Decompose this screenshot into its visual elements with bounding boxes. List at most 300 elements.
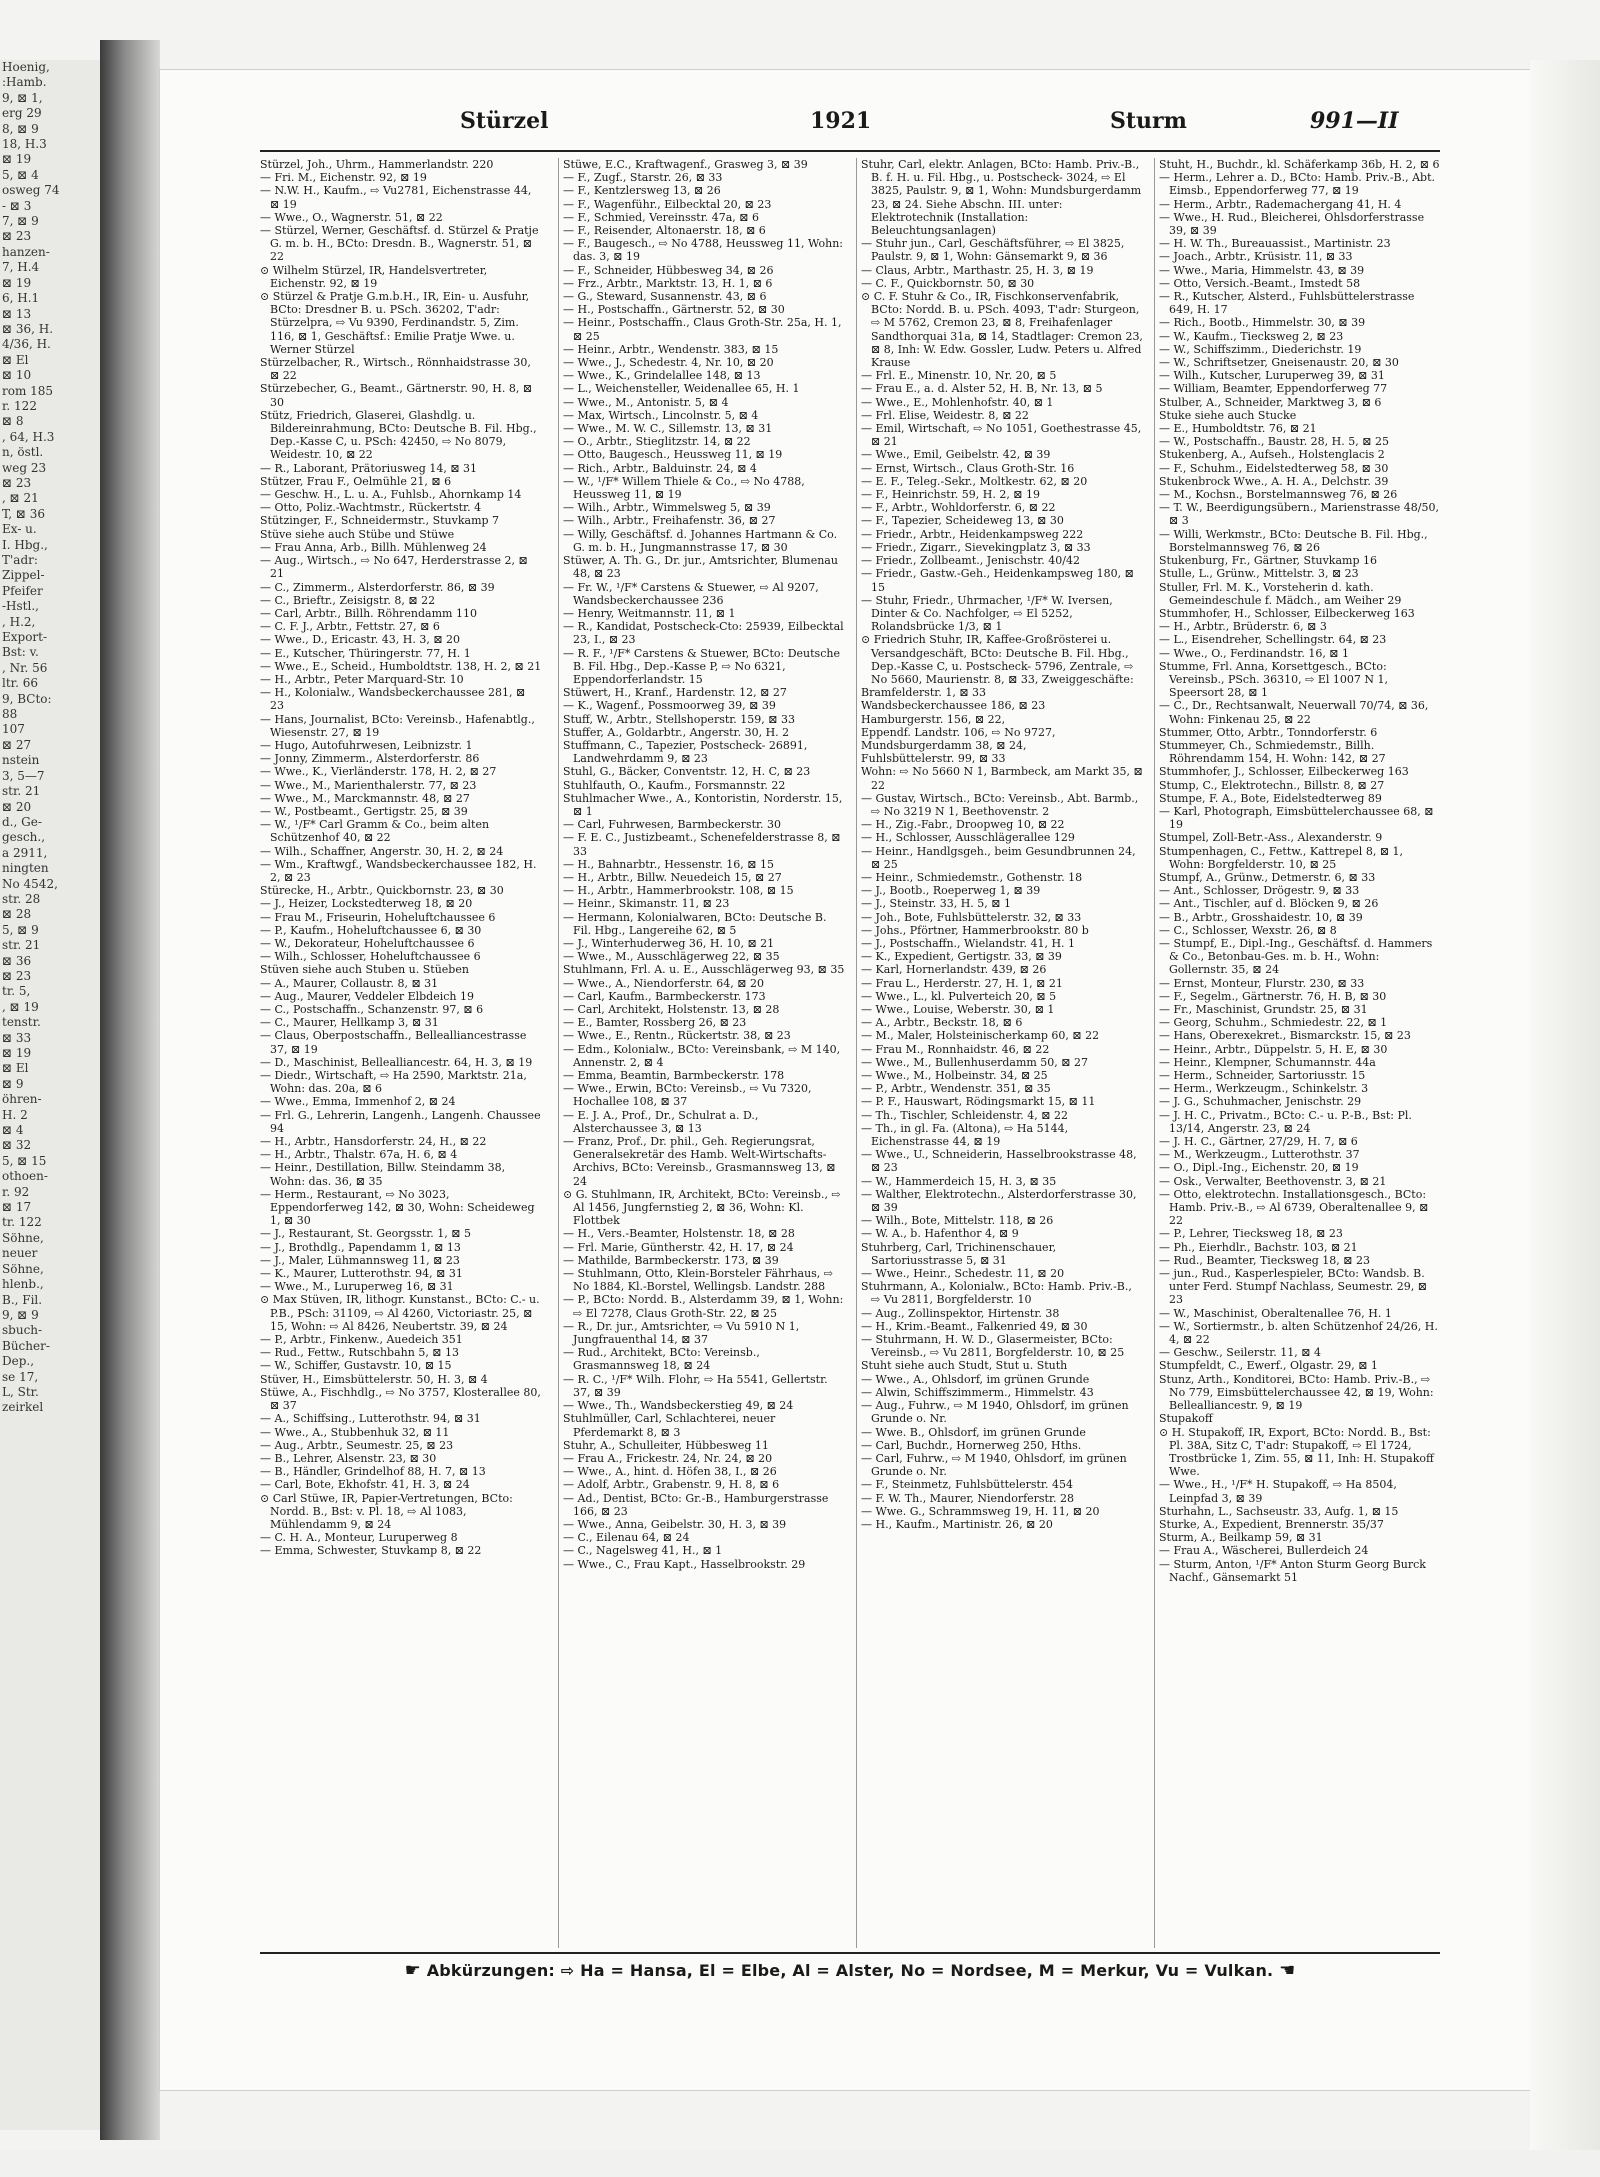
directory-entry: — F., Wagenführ., Eilbecktal 20, ⊠ 23: [563, 197, 772, 211]
directory-entry: Stürecke, H., Arbtr., Quickbornstr. 23, ⊠ 30: [260, 884, 504, 898]
directory-entry: — W., Postbeamt., Gertigstr. 25, ⊠ 39: [260, 804, 468, 818]
bottom-page-edge: [0, 2150, 1600, 2177]
directory-entry: — Stumpf, E., Dipl.-Ing., Geschäftsf. d. Hammers & Co., Betonbau-Ges. m. b. H., Wohn: Gollernstr. 35, ⊠ 24: [1159, 936, 1433, 977]
directory-entry: — C., Maurer, Hellkamp 3, ⊠ 31: [260, 1016, 439, 1030]
directory-entry: — Emma, Schwester, Stuvkamp 8, ⊠ 22: [260, 1544, 482, 1558]
directory-entry: — Wwe., Anna, Geibelstr. 30, H. 3, ⊠ 39: [563, 1517, 787, 1531]
prev-page-fragment: str. 21: [2, 938, 41, 953]
directory-entry: — Wwe., A., Ohlsdorf, im grünen Grunde: [861, 1372, 1090, 1386]
page-header: [160, 108, 1530, 148]
directory-entry: — J., Heizer, Lockstedterweg 18, ⊠ 20: [260, 897, 473, 911]
prev-page-fragment: ningten: [2, 861, 49, 876]
column-2: [558, 158, 845, 1948]
directory-entry: — J. H. C., Privatm., BCto: C.- u. P.-B., Bst: Pl. 13/14, Angerstr. 23, ⊠ 24: [1159, 1108, 1412, 1135]
prev-page-fragment: 5, ⊠ 4: [2, 167, 39, 182]
directory-entry: Stumpfeldt, C., Ewerf., Olgastr. 29, ⊠ 1: [1159, 1359, 1378, 1373]
directory-entry: — M., Kochsn., Borstelmannsweg 76, ⊠ 26: [1159, 488, 1398, 502]
directory-entry: — Friedr., Zigarr., Sievekingplatz 3, ⊠ 33: [861, 540, 1091, 554]
directory-columns: [260, 158, 1440, 1948]
directory-entry: Stuht, H., Buchdr., kl. Schäferkamp 36b, H. 2, ⊠ 6: [1159, 158, 1440, 171]
prev-page-fragment: 5, ⊠ 9: [2, 922, 39, 937]
directory-entry: — E., Humboldtstr. 76, ⊠ 21: [1159, 422, 1317, 436]
directory-entry: Fuhlsbüttelerstr. 99, ⊠ 33: [861, 752, 1006, 766]
directory-entry: — Geschw. H., L. u. A., Fuhlsb., Ahornkamp 14: [260, 488, 522, 502]
directory-entry: Stuhlmacher Wwe., A., Kontoristin, Norderstr. 15, ⊠ 1: [563, 791, 843, 818]
directory-entry: — Wwe., M., Antonistr. 5, ⊠ 4: [563, 395, 729, 409]
directory-entry: Stürzelbacher, R., Wirtsch., Rönnhaidstrasse 30, ⊠ 22: [260, 356, 531, 383]
prev-page-fragment: ⊠ El: [2, 352, 29, 367]
pointing-hand-icon: ☛: [404, 1960, 421, 1981]
directory-entry: — Stürzel, Werner, Geschäftsf. d. Stürzel & Pratje G. m. b. H., BCto: Dresdn. B., Wagnerstr. 51, ⊠ 22: [260, 224, 539, 264]
prev-page-fragment: neuer: [2, 1246, 38, 1261]
directory-entry: Stulber, A., Schneider, Marktweg 3, ⊠ 6: [1159, 395, 1382, 409]
directory-entry: — Wwe., M. W. C., Sillemstr. 13, ⊠ 31: [563, 422, 773, 436]
directory-entry: Wohn: ⇨ No 5660 N 1, Barmbeck, am Markt 35, ⊠ 22: [861, 765, 1143, 792]
prev-page-fragment: Pfeifer: [2, 583, 43, 598]
directory-entry: — Alwin, Schiffszimmerm., Himmelstr. 43: [861, 1385, 1094, 1399]
prev-page-fragment: erg 29: [2, 106, 42, 121]
prev-page-fragment: ⊠ 36: [2, 953, 32, 968]
directory-entry: — Carl, Bote, Ekhofstr. 41, H. 3, ⊠ 24: [260, 1478, 470, 1492]
directory-entry: — Stuhlmann, Otto, Klein-Borsteler Fährhaus, ⇨ No 1884, Kl.-Borstel, Wellingsb. Landstr. 288: [563, 1267, 834, 1294]
directory-entry: — Herm., Werkzeugm., Schinkelstr. 3: [1159, 1082, 1369, 1096]
directory-entry: Mundsburgerdamm 38, ⊠ 24,: [861, 738, 1027, 752]
directory-entry: — N.W. H., Kaufm., ⇨ Vu2781, Eichenstrasse 44, ⊠ 19: [260, 184, 532, 211]
directory-entry: Stuht siehe auch Studt, Stut u. Stuth: [861, 1359, 1068, 1373]
prev-page-fragment: ⊠ 23: [2, 968, 32, 983]
directory-entry: — Wwe., A., hint. d. Höfen 38, I., ⊠ 26: [563, 1465, 777, 1479]
directory-entry: — F., Tapezier, Scheideweg 13, ⊠ 30: [861, 514, 1064, 528]
directory-entry: — Joh., Bote, Fuhlsbüttelerstr. 32, ⊠ 33: [861, 910, 1082, 924]
prev-page-fragment: ⊠ 13: [2, 306, 32, 321]
directory-entry: — P., BCto: Nordd. B., Alsterdamm 39, ⊠ 1, Wohn: ⇨ El 7278, Claus Groth-Str. 22, ⊠ 25: [563, 1293, 844, 1320]
prev-page-fragment: 3, 5—7: [2, 768, 45, 783]
prev-page-fragment: , ⊠ 21: [2, 491, 39, 506]
prev-page-fragment: 107: [2, 722, 25, 737]
directory-entry: — Wwe., K., Vierländerstr. 178, H. 2, ⊠ 27: [260, 765, 497, 779]
directory-entry: — Rich., Arbtr., Balduinstr. 24, ⊠ 4: [563, 461, 757, 475]
directory-entry: — Fr., Maschinist, Grundstr. 25, ⊠ 31: [1159, 1003, 1368, 1016]
directory-entry: — C., Schlosser, Wexstr. 26, ⊠ 8: [1159, 923, 1337, 937]
directory-entry: — Otto, elektrotechn. Installationsgesch., BCto: Hamb. Priv.-B., ⇨ Al 6739, Oberaltenallee 9, ⊠ 22: [1159, 1187, 1429, 1228]
directory-entry: — J., Brothdlg., Papendamm 1, ⊠ 13: [260, 1240, 461, 1254]
prev-page-fragment: ⊠ 32: [2, 1138, 32, 1153]
directory-entry: — Wwe., M., Holbeinstr. 34, ⊠ 25: [861, 1069, 1048, 1083]
prev-page-fragment: öhren-: [2, 1092, 42, 1107]
header-left-word: Stürzel: [460, 108, 549, 134]
directory-entry: — C. F. J., Arbtr., Fettstr. 27, ⊠ 6: [260, 620, 440, 634]
directory-entry: — Carl, Arbtr., Billh. Röhrendamm 110: [260, 606, 477, 620]
directory-entry: — Fr. W., ¹/F* Carstens & Stuewer, ⇨ Al 9207, Wandsbeckerchaussee 236: [563, 580, 819, 607]
directory-entry: — F., Schuhm., Eidelstedterweg 58, ⊠ 30: [1159, 461, 1389, 475]
prev-page-fragment: ⊠ 8: [2, 414, 24, 429]
directory-entry: — E. J. A., Prof., Dr., Schulrat a. D., Alsterchaussee 3, ⊠ 13: [563, 1108, 759, 1135]
directory-entry: — Emil, Wirtschaft, ⇨ No 1051, Goethestrasse 45, ⊠ 21: [861, 422, 1142, 449]
directory-entry: — Wwe., M., Marienthalerstr. 77, ⊠ 23: [260, 778, 477, 792]
directory-entry: — Wwe., M., Ausschlägerweg 22, ⊠ 35: [563, 950, 780, 964]
directory-entry: — Wwe., Maria, Himmelstr. 43, ⊠ 39: [1159, 263, 1365, 277]
prev-page-fragment: hanzen-: [2, 244, 50, 259]
directory-entry: — Wwe., M., Bullenhuserdamm 50, ⊠ 27: [861, 1055, 1089, 1069]
directory-entry: — L., Eisendreher, Schellingstr. 64, ⊠ 23: [1159, 633, 1387, 647]
directory-entry: — Willy, Geschäftsf. d. Johannes Hartmann & Co. G. m. b. H., Jungmannstrasse 17, ⊠ 30: [563, 527, 838, 554]
prev-page-fragment: Dep.,: [2, 1354, 35, 1369]
directory-entry: — Ernst, Monteur, Flurstr. 230, ⊠ 33: [1159, 976, 1365, 990]
prev-page-fragment: 18, H.3: [2, 137, 47, 152]
directory-entry: Stump, C., Elektrotechn., Billstr. 8, ⊠ 27: [1159, 778, 1385, 792]
directory-entry: — B., Händler, Grindelhof 88, H. 7, ⊠ 13: [260, 1465, 486, 1479]
directory-entry: Stumpenhagen, C., Fettw., Kattrepel 8, ⊠ 1, Wohn: Borgfelderstr. 10, ⊠ 25: [1159, 844, 1404, 871]
directory-entry: — Frau M., Friseurin, Hoheluftchaussee 6: [260, 910, 496, 924]
directory-entry: — C. H. A., Monteur, Luruperweg 8: [260, 1531, 458, 1545]
directory-entry: — Wwe., Emma, Immenhof 2, ⊠ 24: [260, 1095, 456, 1109]
directory-entry: — Frz., Arbtr., Marktstr. 13, H. 1, ⊠ 6: [563, 276, 773, 290]
prev-page-fragment: Zippel-: [2, 568, 45, 583]
directory-entry: Stummhofer, J., Schlosser, Eilbeckerweg 163: [1159, 765, 1409, 779]
prev-page-fragment: n, östl.: [2, 445, 44, 460]
directory-entry: — Aug., Zollinspektor, Hirtenstr. 38: [861, 1306, 1060, 1320]
prev-page-fragment: -Hstl.,: [2, 599, 39, 614]
directory-entry: — Ad., Dentist, BCto: Gr.-B., Hamburgerstrasse 166, ⊠ 23: [563, 1491, 829, 1518]
directory-entry: — Heinr., Schmiedemstr., Gothenstr. 18: [861, 870, 1083, 884]
directory-entry: — F., Baugesch., ⇨ No 4788, Heussweg 11, Wohn: das. 3, ⊠ 19: [563, 237, 843, 264]
directory-entry: Stüwert, H., Kranf., Hardenstr. 12, ⊠ 27: [563, 686, 787, 700]
directory-entry: — Jonny, Zimmerm., Alsterdorferstr. 86: [260, 752, 480, 766]
directory-entry: — W., Schiffer, Gustavstr. 10, ⊠ 15: [260, 1359, 452, 1373]
directory-entry: — J., Steinstr. 33, H. 5, ⊠ 1: [861, 897, 1011, 911]
directory-entry: — O., Dipl.-Ing., Eichenstr. 20, ⊠ 19: [1159, 1161, 1359, 1175]
prev-page-fragment: No 4542,: [2, 876, 58, 891]
prev-page-fragment: 4/36, H.: [2, 337, 51, 352]
directory-entry: — Ant., Schlosser, Drögestr. 9, ⊠ 33: [1159, 884, 1360, 898]
prev-page-fragment: Hoenig,: [2, 60, 50, 74]
directory-entry: — Heinr., Klempner, Schumannstr. 44a: [1159, 1055, 1376, 1069]
prev-page-fragment: 9, ⊠ 9: [2, 1307, 39, 1322]
directory-entry: — Wwe., E., Rentn., Rückertstr. 38, ⊠ 23: [563, 1029, 791, 1043]
prev-page-fragment: , H.2,: [2, 614, 36, 629]
directory-entry: — Ernst, Wirtsch., Claus Groth-Str. 16: [861, 461, 1075, 475]
directory-entry: Stuhlfauth, O., Kaufm., Forsmannstr. 22: [563, 778, 786, 792]
directory-entry: Stuhr, A., Schulleiter, Hübbesweg 11: [563, 1438, 769, 1452]
directory-entry: — Frl. Marie, Güntherstr. 42, H. 17, ⊠ 24: [563, 1240, 794, 1254]
prev-page-fragment: Söhne,: [2, 1230, 44, 1245]
prev-page-fragment: , 64, H.3: [2, 429, 55, 444]
directory-entry: — Frl. G., Lehrerin, Langenh., Langenh. Chaussee 94: [260, 1108, 541, 1135]
directory-entry: — F., Arbtr., Wohldorferstr. 6, ⊠ 22: [861, 501, 1056, 515]
directory-entry: — G., Steward, Susannenstr. 43, ⊠ 6: [563, 290, 767, 304]
prev-page-fragment: weg 23: [2, 460, 47, 475]
directory-entry: Stuhrmann, A., Kolonialw., BCto: Hamb. Priv.-B., ⇨ Vu 2811, Borgfelderstr. 10: [861, 1280, 1132, 1307]
prev-page-fragment: 6, H.1: [2, 291, 40, 306]
directory-entry: — Aug., Maurer, Veddeler Elbdeich 19: [260, 989, 474, 1003]
prev-page-fragment: ⊠ 33: [2, 1030, 32, 1045]
directory-entry: — W., Postschaffn., Baustr. 28, H. 5, ⊠ 25: [1159, 435, 1389, 449]
directory-entry: — J., Maler, Lühmannsweg 11, ⊠ 23: [260, 1253, 460, 1267]
directory-entry: — Carl, Kaufm., Barmbeckerstr. 173: [563, 989, 766, 1003]
directory-entry: — W., Schriftsetzer, Gneisenaustr. 20, ⊠ 30: [1159, 356, 1399, 370]
directory-entry: — H., Arbtr., Billw. Neuedeich 15, ⊠ 27: [563, 870, 782, 884]
prev-page-fragment: nstein: [2, 753, 40, 768]
directory-entry: Stüve siehe auch Stübe und Stüwe: [260, 527, 455, 541]
directory-entry: — R., Kutscher, Alsterd., Fuhlsbüttelerstrasse 649, H. 17: [1159, 290, 1415, 317]
prev-page-fragment: ⊠ 23: [2, 229, 32, 244]
directory-entry: — William, Beamter, Eppendorferweg 77: [1159, 382, 1388, 396]
directory-entry: — M., Maler, Holsteinischerkamp 60, ⊠ 22: [861, 1029, 1100, 1043]
directory-entry: — K., Expedient, Gertigstr. 33, ⊠ 39: [861, 950, 1062, 964]
directory-entry: Stüwe, E.C., Kraftwagenf., Grasweg 3, ⊠ 39: [563, 158, 808, 171]
directory-entry: — J., Restaurant, St. Georgsstr. 1, ⊠ 5: [260, 1227, 471, 1241]
directory-entry: — Aug., Fuhrw., ⇨ M 1940, Ohlsdorf, im grünen Grunde o. Nr.: [861, 1399, 1129, 1426]
directory-entry: — Carl, Architekt, Holstenstr. 13, ⊠ 28: [563, 1003, 780, 1016]
directory-entry: — Wwe., A., Stubbenhuk 32, ⊠ 11: [260, 1425, 450, 1439]
directory-entry: — A., Schiffsing., Lutterothstr. 94, ⊠ 31: [260, 1412, 481, 1426]
directory-entry: — Claus, Arbtr., Marthastr. 25, H. 3, ⊠ 19: [861, 263, 1094, 277]
directory-entry: Stuff, W., Arbtr., Stellshoperstr. 159, ⊠ 33: [563, 712, 796, 726]
directory-entry: Sturhahn, L., Sachseustr. 33, Aufg. 1, ⊠ 15: [1159, 1504, 1399, 1518]
prev-page-fragment: I. Hbg.,: [2, 537, 48, 552]
prev-page-fragment: tenstr.: [2, 1015, 41, 1030]
prev-page-fragment: :Hamb.: [2, 75, 47, 90]
prev-page-fragment: zeirkel: [2, 1400, 44, 1415]
directory-entry: — Hugo, Autofuhrwesen, Leibnizstr. 1: [260, 738, 473, 752]
header-rule: [260, 150, 1440, 152]
directory-entry: — Frau L., Herderstr. 27, H. 1, ⊠ 21: [861, 976, 1063, 990]
directory-page: [160, 70, 1530, 2090]
directory-entry: — F., Heinrichstr. 59, H. 2, ⊠ 19: [861, 488, 1041, 502]
directory-entry: — Rud., Architekt, BCto: Vereinsb., Grasmannsweg 18, ⊠ 24: [563, 1346, 760, 1373]
directory-entry: — Frl. Elise, Weidestr. 8, ⊠ 22: [861, 408, 1029, 422]
prev-page-fragment: ⊠ 4: [2, 1123, 24, 1138]
directory-entry: — C., Zimmerm., Alsterdorferstr. 86, ⊠ 39: [260, 580, 495, 594]
directory-entry: Stukenbrock Wwe., A. H. A., Delchstr. 39: [1159, 474, 1389, 488]
prev-page-fragment: r. 122: [2, 398, 37, 413]
page-number: 991—II: [1310, 108, 1399, 134]
directory-entry: Stuhl, G., Bäcker, Conventstr. 12, H. C, ⊠ 23: [563, 765, 811, 779]
directory-entry: Stüver, H., Eimsbüttelerstr. 50, H. 3, ⊠ 4: [260, 1372, 488, 1386]
prev-page-fragment: ⊠ El: [2, 1061, 29, 1076]
prev-page-fragment: T'adr:: [2, 553, 38, 567]
prev-page-fragment: Söhne,: [2, 1261, 44, 1276]
prev-page-fragment: H. 2: [2, 1107, 28, 1122]
directory-entry: ⊙ H. Stupakoff, IR, Export, BCto: Nordd. B., Bst: Pl. 38A, Sitz C, T'adr: Stupakoff, ⇨ El 1724, Trostbrücke 1, Zim. 55, ⊠ 11, Inh: H. Stupakoff Wwe.: [1159, 1425, 1434, 1479]
directory-entry: Sturm, A., Beilkamp 59, ⊠ 31: [1159, 1531, 1323, 1545]
directory-entry: — W., Sortiermstr., b. alten Schützenhof 24/26, H. 4, ⊠ 22: [1159, 1319, 1438, 1347]
directory-entry: Stütz, Friedrich, Glaserei, Glashdlg. u. Bildereinrahmung, BCto: Deutsche B. Fil. Hbg., Dep.-Kasse C, u. PSch: 42450, ⇨ No 8079, Weidestr. 10, ⊠ 22: [260, 408, 537, 462]
directory-entry: — J. G., Schuhmacher, Jenischstr. 29: [1159, 1095, 1362, 1109]
prev-page-fragment: , ⊠ 19: [2, 999, 39, 1014]
directory-entry: — Wwe., U., Schneiderin, Hasselbrookstrasse 48, ⊠ 23: [861, 1148, 1137, 1175]
directory-entry: ⊙ Wilhelm Stürzel, IR, Handelsvertreter, Eichenstr. 92, ⊠ 19: [260, 263, 488, 290]
prev-page-fragment: ⊠ 19: [2, 275, 32, 290]
directory-entry: — W. A., b. Hafenthor 4, ⊠ 9: [861, 1227, 1019, 1241]
directory-entry: — F., Kentzlersweg 13, ⊠ 26: [563, 184, 721, 198]
prev-page-fragment: 7, ⊠ 9: [2, 214, 39, 229]
directory-entry: — J. H. C., Gärtner, 27/29, H. 7, ⊠ 6: [1159, 1135, 1358, 1149]
directory-entry: — F., Schmied, Vereinsstr. 47a, ⊠ 6: [563, 210, 760, 224]
directory-entry: — Wwe., O., Wagnerstr. 51, ⊠ 22: [260, 210, 443, 224]
directory-entry: Stützer, Frau F., Oelmühle 21, ⊠ 6: [260, 474, 452, 488]
directory-entry: — Wwe., K., Grindelallee 148, ⊠ 13: [563, 369, 761, 383]
directory-entry: — Stuhr jun., Carl, Geschäftsführer, ⇨ El 3825, Paulstr. 9, ⊠ 1, Wohn: Gänsemarkt 9, ⊠ 36: [861, 237, 1125, 264]
directory-entry: — R., Dr. jur., Amtsrichter, ⇨ Vu 5910 N 1, Jungfrauenthal 14, ⊠ 37: [563, 1319, 800, 1347]
directory-entry: — E., Kutscher, Thüringerstr. 77, H. 1: [260, 646, 471, 660]
directory-entry: — Mathilde, Barmbeckerstr. 173, ⊠ 39: [563, 1253, 779, 1267]
directory-entry: — Wwe., C., Frau Kapt., Hasselbrookstr. 29: [563, 1557, 806, 1571]
prev-page-fragment: ⊠ 23: [2, 475, 32, 490]
directory-entry: — H., Postschaffn., Gärtnerstr. 52, ⊠ 30: [563, 303, 785, 317]
directory-entry: — Joach., Arbtr., Krüsistr. 11, ⊠ 33: [1159, 250, 1353, 264]
directory-entry: — Wwe., Emil, Geibelstr. 42, ⊠ 39: [861, 448, 1051, 462]
prev-page-fragment: str. 21: [2, 784, 41, 799]
prev-page-fragment: ⊠ 19: [2, 152, 32, 167]
directory-entry: — Frau E., a. d. Alster 52, H. B, Nr. 13, ⊠ 5: [861, 382, 1103, 396]
prev-page-fragment: 9, BCto:: [2, 691, 52, 706]
directory-entry: Stüwer, A. Th. G., Dr. jur., Amtsrichter, Blumenau 48, ⊠ 23: [563, 554, 838, 581]
directory-entry: Stürzebecher, G., Beamt., Gärtnerstr. 90, H. 8, ⊠ 30: [260, 382, 533, 409]
directory-entry: — A., Arbtr., Beckstr. 18, ⊠ 6: [861, 1016, 1023, 1030]
directory-entry: ⊙ Friedrich Stuhr, IR, Kaffee-Großrösterei u. Versandgeschäft, BCto: Deutsche B. Fil. Hbg., Dep.-Kasse C, u. Postscheck- 5796, Zentrale, ⇨ No 5660, Maurienstr. 8, ⊠ 33, Zweiggeschäfte:: [861, 633, 1134, 686]
directory-entry: ⊙ Stürzel & Pratje G.m.b.H., IR, Ein- u. Ausfuhr, BCto: Dresdner B. u. PSch. 36202, T'adr: Stürzelpra, ⇨ Vu 9390, Ferdinandstr. 5, Zim. 116, ⊠ 1, Geschäftsf.: Emilie Pratje Wwe. u. Werner Stürzel: [260, 290, 530, 356]
prev-page-fragment: hlenb.,: [2, 1277, 44, 1292]
directory-entry: — C., Postschaffn., Schanzenstr. 97, ⊠ 6: [260, 1003, 484, 1016]
directory-entry: — H. W. Th., Bureauassist., Martinistr. 23: [1159, 237, 1391, 251]
directory-entry: — F. E. C., Justizbeamt., Schenefelderstrasse 8, ⊠ 33: [563, 831, 841, 858]
directory-entry: — H., Kaufm., Martinistr. 26, ⊠ 20: [861, 1517, 1053, 1531]
directory-entry: — Wwe. G., Schrammsweg 19, H. 11, ⊠ 20: [861, 1504, 1100, 1518]
directory-entry: Stumpf, A., Grünw., Detmerstr. 6, ⊠ 33: [1159, 870, 1376, 884]
directory-entry: — J., Bootb., Roeperweg 1, ⊠ 39: [861, 884, 1041, 898]
directory-entry: — Wwe., Th., Wandsbeckerstieg 49, ⊠ 24: [563, 1399, 794, 1413]
directory-entry: — R. C., ¹/F* Wilh. Flohr, ⇨ Ha 5541, Gellertstr. 37, ⊠ 39: [563, 1372, 828, 1399]
directory-entry: — Hans, Oberexekret., Bismarckstr. 15, ⊠ 23: [1159, 1029, 1411, 1043]
directory-entry: — Wwe., H., ¹/F* H. Stupakoff, ⇨ Ha 8504, Leinpfad 3, ⊠ 39: [1159, 1478, 1397, 1505]
prev-page-fragment: ⊠ 9: [2, 1076, 24, 1091]
pointing-hand-icon-right: ☚: [1279, 1960, 1296, 1981]
directory-entry: — H., Zig.-Fabr., Droopweg 10, ⊠ 22: [861, 818, 1065, 832]
footer-rule: [260, 1952, 1440, 1954]
directory-entry: — Frau A., Frickestr. 24, Nr. 24, ⊠ 20: [563, 1451, 773, 1465]
directory-entry: — Wilh., Schlosser, Hoheluftchaussee 6: [260, 950, 481, 964]
directory-entry: — Adolf, Arbtr., Grabenstr. 9, H. 8, ⊠ 6: [563, 1478, 780, 1492]
directory-entry: — M., Werkzeugm., Lutterothstr. 37: [1159, 1148, 1360, 1162]
directory-entry: Bramfelderstr. 1, ⊠ 33: [861, 686, 987, 700]
directory-entry: — Heinr., Postschaffn., Claus Groth-Str. 25a, H. 1, ⊠ 25: [563, 316, 842, 343]
directory-entry: — Wwe., M., Marckmannstr. 48, ⊠ 27: [260, 791, 470, 805]
directory-entry: — R. F., ¹/F* Carstens & Stuewer, BCto: Deutsche B. Fil. Hbg., Dep.-Kasse P, ⇨ No 6321, Eppendorferlandstr. 15: [563, 646, 840, 686]
prev-page-fragment: ⊠ 19: [2, 1046, 32, 1060]
directory-entry: — Heinr., Skimanstr. 11, ⊠ 23: [563, 897, 730, 911]
directory-entry: — Claus, Oberpostschaffn., Bellealliancestrasse 37, ⊠ 19: [260, 1029, 527, 1056]
column-4: [1154, 158, 1441, 1948]
directory-entry: — Rud., Beamter, Tiecksweg 18, ⊠ 23: [1159, 1253, 1370, 1267]
directory-entry: — C., Dr., Rechtsanwalt, Neuerwall 70/74, ⊠ 36, Wohn: Finkenau 25, ⊠ 22: [1159, 699, 1429, 726]
previous-page-edge: [0, 60, 103, 2130]
directory-entry: Stupakoff: [1159, 1412, 1213, 1426]
prev-page-fragment: Export-: [2, 630, 48, 645]
directory-entry: — Max, Wirtsch., Lincolnstr. 5, ⊠ 4: [563, 408, 759, 422]
directory-entry: — A., Maurer, Collaustr. 8, ⊠ 31: [260, 976, 439, 990]
directory-entry: Stummhofer, H., Schlosser, Eilbeckerweg 163: [1159, 606, 1415, 620]
directory-entry: — Rich., Bootb., Himmelstr. 30, ⊠ 39: [1159, 316, 1366, 330]
prev-page-fragment: T, ⊠ 36: [2, 506, 46, 521]
directory-entry: — E. F., Teleg.-Sekr., Moltkestr. 62, ⊠ 20: [861, 474, 1088, 488]
directory-entry: ⊙ C. F. Stuhr & Co., IR, Fischkonservenfabrik, BCto: Nordd. B. u. PSch. 4093, T'adr: Sturgeon, ⇨ M 5762, Cremon 23, ⊠ 8, Freihafenlager Sandthorquai 31a, ⊠ 14, Stadtlager: Cremon 23, ⊠ 8, Inh: W. Edw. Gossler, Ludw. Peters u. Alfred Krause: [861, 290, 1143, 370]
directory-entry: — H., Schlosser, Ausschlägerallee 129: [861, 831, 1075, 845]
directory-entry: — Wwe., D., Ericastr. 43, H. 3, ⊠ 20: [260, 633, 461, 647]
directory-entry: Stuhlmüller, Carl, Schlachterei, neuer Pferdemarkt 8, ⊠ 3: [563, 1412, 776, 1439]
prev-page-fragment: ⊠ 28: [2, 907, 32, 922]
directory-entry: — Karl, Photograph, Eimsbüttelerchaussee 68, ⊠ 19: [1159, 804, 1434, 832]
directory-entry: — H., Krim.-Beamt., Falkenried 49, ⊠ 30: [861, 1319, 1088, 1333]
directory-entry: Stuke siehe auch Stucke: [1159, 408, 1297, 422]
abbreviations-text: Abkürzungen: ⇨ Ha = Hansa, El = Elbe, Al = Alster, No = Nordsee, M = Merkur, Vu = Vulkan.: [426, 1961, 1274, 1980]
prev-page-fragment: L, Str.: [2, 1384, 39, 1399]
directory-entry: ⊙ G. Stuhlmann, IR, Architekt, BCto: Vereinsb., ⇨ Al 1456, Jungfernstieg 2, ⊠ 36, Wohn: Kl. Flottbek: [563, 1187, 841, 1228]
directory-entry: — E., Bamter, Rossberg 26, ⊠ 23: [563, 1016, 747, 1030]
prev-page-fragment: ⊠ 20: [2, 799, 32, 814]
directory-entry: — H., Arbtr., Hansdorferstr. 24, H., ⊠ 22: [260, 1135, 487, 1149]
abbreviations-footer: [280, 1960, 1420, 1988]
directory-entry: — H., Arbtr., Peter Marquard-Str. 10: [260, 672, 464, 686]
directory-entry: Stüven siehe auch Stuben u. Stüeben: [260, 963, 469, 977]
directory-entry: — Henry, Weitmannstr. 11, ⊠ 1: [563, 606, 736, 620]
directory-entry: — Fri. M., Eichenstr. 92, ⊠ 19: [260, 171, 427, 185]
directory-entry: Stunz, Arth., Konditorei, BCto: Hamb. Priv.-B., ⇨ No 779, Eimsbüttelerchaussee 42, ⊠ 19, Wohn: Bellealliancestr. 9, ⊠ 19: [1159, 1372, 1434, 1413]
directory-entry: — Frau Anna, Arb., Billh. Mühlenweg 24: [260, 540, 487, 554]
directory-entry: — F., Zugf., Starstr. 26, ⊠ 33: [563, 171, 723, 185]
directory-entry: — Georg, Schuhm., Schmiedestr. 22, ⊠ 1: [1159, 1016, 1388, 1030]
directory-entry: Stukenberg, A., Aufseh., Holstenglacis 2: [1159, 448, 1385, 462]
directory-entry: Stuhr, Carl, elektr. Anlagen, BCto: Hamb. Priv.-B., B. f. H. u. Fil. Hbg., u. Postscheck- 3024, ⇨ El 3825, Paulstr. 9, ⊠ 1, Wohn: Mundsburgerdamm 23, ⊠ 24. Siehe Abschn. III. unter: Elektrotechnik (Installation: Beleuchtungsanlagen): [861, 158, 1142, 238]
directory-entry: — H., Arbtr., Hammerbrookstr. 108, ⊠ 15: [563, 884, 794, 898]
directory-entry: — P., Arbtr., Finkenw., Auedeich 351: [260, 1333, 463, 1347]
directory-entry: — P. F., Hauswart, Rödingsmarkt 15, ⊠ 11: [861, 1095, 1096, 1109]
directory-entry: — Wilh., Arbtr., Freihafenstr. 36, ⊠ 27: [563, 514, 776, 528]
directory-entry: — jun., Rud., Kasperlespieler, BCto: Wandsb. B. unter Ferd. Stumpf Nachlass, Seumestr. 29, ⊠ 23: [1159, 1267, 1427, 1307]
prev-page-fragment: ⊠ 27: [2, 737, 32, 752]
directory-entry: — P., Kaufm., Hoheluftchaussee 6, ⊠ 30: [260, 923, 482, 937]
prev-page-fragment: , Nr. 56: [2, 660, 48, 675]
directory-entry: — Heinr., Destillation, Billw. Steindamm 38, Wohn: das. 36, ⊠ 35: [260, 1161, 506, 1188]
directory-entry: Stukenburg, Fr., Gärtner, Stuvkamp 16: [1159, 554, 1377, 568]
directory-entry: — D., Maschinist, Bellealliancestr. 64, H. 3, ⊠ 19: [260, 1055, 533, 1069]
directory-entry: Stuller, Frl. M. K., Vorsteherin d. kath. Gemeindeschule f. Mädch., am Weiher 29: [1159, 580, 1402, 607]
header-right-word: Sturm: [1110, 108, 1187, 134]
directory-entry: — Otto, Versich.-Beamt., Imstedt 58: [1159, 276, 1361, 290]
directory-entry: Stumpel, Zoll-Betr.-Ass., Alexanderstr. 9: [1159, 831, 1383, 845]
directory-entry: Stürzel, Joh., Uhrm., Hammerlandstr. 220: [260, 158, 494, 171]
prev-page-fragment: tr. 122: [2, 1215, 42, 1230]
directory-entry: — Herm., Lehrer a. D., BCto: Hamb. Priv.-B., Abt. Eimsb., Eppendorferweg 77, ⊠ 19: [1159, 171, 1436, 198]
directory-entry: — J., Postschaffn., Wielandstr. 41, H. 1: [861, 936, 1076, 950]
directory-entry: — Ant., Tischler, auf d. Blöcken 9, ⊠ 26: [1159, 897, 1379, 911]
directory-entry: — Sturm, Anton, ¹/F* Anton Sturm Georg Burck Nachf., Gänsemarkt 51: [1159, 1557, 1426, 1584]
directory-entry: — Wilh., Schaffner, Angerstr. 30, H. 2, ⊠ 24: [260, 844, 504, 858]
prev-page-fragment: gesch.,: [2, 830, 46, 845]
directory-entry: Stüwe, A., Fischhdlg., ⇨ No 3757, Klosterallee 80, ⊠ 37: [260, 1385, 541, 1413]
directory-entry: — Frl. E., Minenstr. 10, Nr. 20, ⊠ 5: [861, 369, 1057, 383]
directory-entry: ⊙ Carl Stüwe, IR, Papier-Vertretungen, BCto: Nordd. B., Bst: v. Pl. 18, ⇨ Al 1083, Mühlendamm 9, ⊠ 24: [260, 1491, 513, 1531]
directory-entry: Stuffmann, C., Tapezier, Postscheck- 26891, Landwehrdamm 9, ⊠ 23: [563, 738, 808, 766]
column-1: [260, 158, 542, 1948]
directory-entry: — C., Nagelsweg 41, H., ⊠ 1: [563, 1544, 723, 1558]
directory-entry: — Wwe., M., Luruperweg 16, ⊠ 31: [260, 1280, 454, 1294]
directory-entry: — H., Arbtr., Brüderstr. 6, ⊠ 3: [1159, 620, 1327, 634]
directory-entry: — Wm., Kraftwgf., Wandsbeckerchaussee 182, H. 2, ⊠ 23: [260, 857, 537, 884]
directory-entry: ⊙ Max Stüven, IR, lithogr. Kunstanst., BCto: C.- u. P.B., PSch: 31109, ⇨ Al 4260, Victoriastr. 25, ⊠ 15, Wohn: ⇨ Al 8426, Neubertstr. 39, ⊠ 24: [260, 1293, 540, 1333]
directory-entry: — L., Weichensteller, Weidenallee 65, H. 1: [563, 382, 800, 396]
directory-entry: — Johs., Pförtner, Hammerbrookstr. 80 b: [861, 923, 1089, 937]
